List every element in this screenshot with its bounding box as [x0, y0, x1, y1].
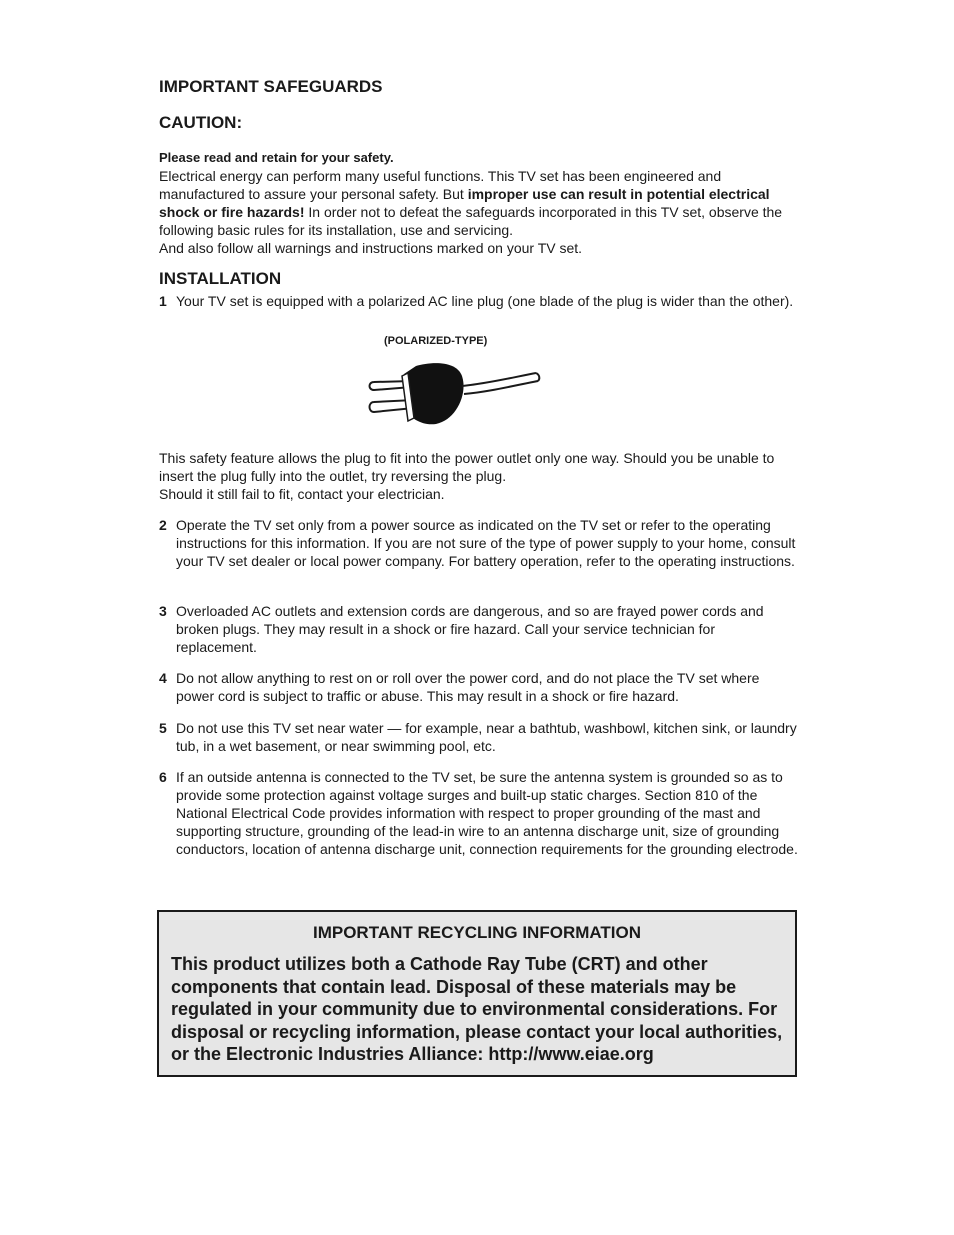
list-item: [159, 602, 799, 656]
item-number: 6: [159, 769, 167, 785]
list-item: [159, 669, 799, 705]
item-text: Your TV set is equipped with a polarized AC line plug (one blade of the plug is wider than the other).: [176, 293, 794, 309]
list-item: [159, 768, 799, 858]
item-number: 3: [159, 603, 167, 619]
item-text: Do not use this TV set near water — for example, near a bathtub, washbowl, kitchen sink, or laundry tub, in a wet basement, or near swimming pool, etc.: [176, 720, 797, 754]
intro-p1-a: Electrical energy can perform many useful functions. This TV set has been engineered and manufactured to assure your personal safety. But: [159, 168, 722, 202]
intro-p1-bold: improper use can result in potential electrical shock or fire hazards!: [159, 186, 770, 220]
list-item: [159, 292, 799, 310]
item-text: Overloaded AC outlets and extension cords are dangerous, and so are frayed power cords and broken plugs. They may result in a shock or fire hazard. Call your service technician for replacement.: [176, 603, 764, 655]
item-number: 2: [159, 517, 167, 533]
intro-p1-b: In order not to defeat the safeguards incorporated in this TV set, observe the following basic rules for its installation, use and servicing.: [159, 204, 783, 238]
plug-explanation-p1: This safety feature allows the plug to fit into the power outlet only one way. Should you be unable to insert the plug fully into the outlet, try reversing the plug.: [159, 450, 775, 484]
intro-text: [159, 149, 799, 257]
item-number: 5: [159, 720, 167, 736]
intro-p2: And also follow all warnings and instructions marked on your TV set.: [159, 240, 583, 256]
item-text: Do not allow anything to rest on or roll over the power cord, and do not place the TV set where power cord is subject to traffic or abuse. This may result in a shock or fire hazard.: [176, 670, 760, 704]
heading-important-safeguards: IMPORTANT SAFEGUARDS: [159, 77, 383, 96]
recycling-body: This product utilizes both a Cathode Ray Tube (CRT) and other components that contain lead. Disposal of these materials may be regulated in your community due to environmental considerations. For disposal or recycling information, please contact your local authorities, or the Electronic Industries Alliance: http://www.eiae.org: [171, 954, 783, 1064]
plug-explanation: [159, 449, 799, 503]
recycling-title: IMPORTANT RECYCLING INFORMATION: [312, 923, 641, 942]
recycling-info-box: [157, 910, 797, 1077]
intro-paragraph: [159, 167, 799, 239]
plug-explanation-p2: Should it still fail to fit, contact your electrician.: [159, 486, 445, 502]
item-text: Operate the TV set only from a power source as indicated on the TV set or refer to the operating instructions for this information. If you are not sure of the type of power supply to your home, consult your TV set dealer or local power company. For battery operation, refer to the operating instructions.: [176, 517, 796, 569]
intro-lead: Please read and retain for your safety.: [159, 150, 394, 165]
plug-caption: (POLARIZED-TYPE): [384, 335, 488, 347]
list-item: [159, 516, 799, 570]
list-item: [159, 719, 799, 755]
heading-installation: INSTALLATION: [159, 269, 282, 288]
heading-caution: CAUTION:: [159, 113, 243, 132]
polarized-plug-icon: [364, 358, 544, 428]
item-number: 1: [159, 293, 167, 309]
item-text: If an outside antenna is connected to the TV set, be sure the antenna system is grounded so as to provide some protection against voltage surges and built-up static charges. Section 810 of the National Electrical Code provides information with respect to proper grounding of the mast and supporting structure, grounding of the lead-in wire to an antenna discharge unit, size of grounding conductors, location of antenna discharge unit, connection requirements for the grounding electrode.: [176, 769, 798, 857]
item-number: 4: [159, 670, 167, 686]
